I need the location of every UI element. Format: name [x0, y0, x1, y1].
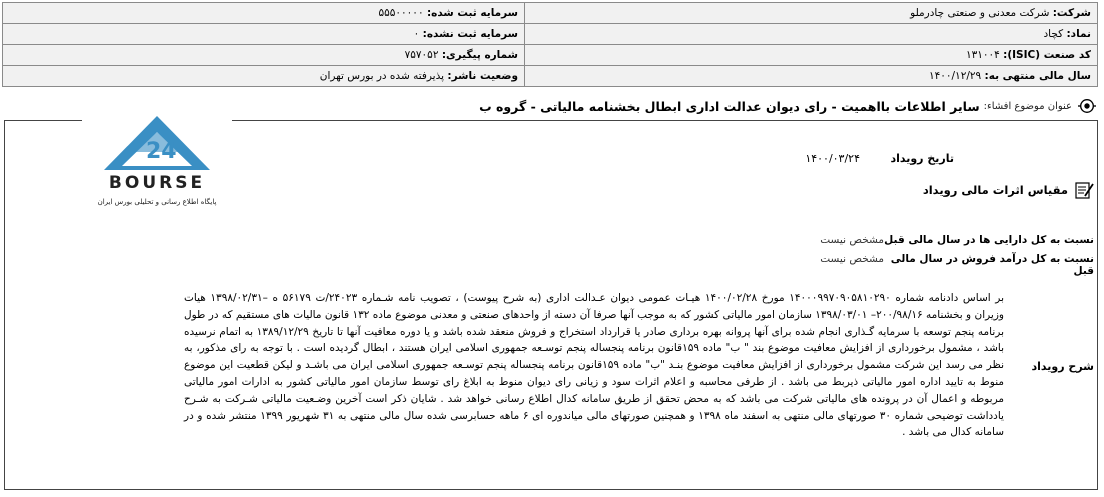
symbol-cell [525, 24, 1098, 45]
financial-impact-scale-title [923, 180, 1094, 200]
unregistered-capital-cell [3, 24, 525, 45]
header-info-table [2, 2, 1098, 87]
header-row [3, 24, 1098, 45]
assets-ratio-label: نسبت به کل دارایی ها در سال مالی قبل [884, 234, 1094, 246]
fiscal-year-value: ۱۴۰۰/۱۲/۲۹ [928, 70, 982, 82]
sales-ratio-row [820, 253, 1094, 277]
header-row [3, 66, 1098, 87]
tracking-cell [3, 45, 525, 66]
registered-capital-value: ۵۵۵۰۰۰۰۰ [378, 7, 424, 19]
svg-text:24: 24 [146, 139, 177, 164]
event-description-label: شرح رویداد [1031, 360, 1094, 373]
publisher-status-cell [3, 66, 525, 87]
tracking-value: ۷۵۷۰۵۲ [404, 49, 439, 61]
isic-label: کد صنعت (ISIC): [1003, 49, 1091, 61]
assets-ratio-row [820, 234, 1094, 246]
bourse-logo-mark [82, 112, 232, 212]
event-description-text: بر اساس دادنامه شماره ۱۴۰۰۰۹۹۷۰۹۰۵۸۱۰۲۹۰ مورخ ۱۴۰۰/۰۲/۲۸ هیـات عمومی دیوان عـدالت اداری (به شرح پیوست) ، تصویب نامه شـماره ۲۴۰۲۳/ت ۵۶۱۷۹ ه –۱۳۹۸/۰۲/۳۱ هیات وزیران و بخشنامه ۲۰۰/۹۸/۱۶– ۱۳۹۸/۰۳/۰۱ سازمان امور مالیاتی کشور که به موجب آنها صرفا آن دسته از واحدهای صنعتی و معدنی موضوع ماده ۱۳۲ قانون مالیات های مستقیم که در طول برنامه پنجم توسعه با سرمایه گـذاری انجام شده برای آنها پروانه بهره برداری صادر یا قرارداد استخراج و فروش منعقد شده باشد و یا دوره معافیت آنها تا تاریخ ۱۳۸۹/۱۲/۲۹ به اتمام نرسیده باشد ، مشمول برخورداری از افزایش معافیت موضوع بند " ب" ماده ۱۵۹قانون برنامه پنجساله پنجم توسـعه جمهوری اسلامی ایران هستند ، ابطال گردیده است . با توجه به رای مذکور، به نظر می رسد این شرکت مشمول برخورداری از افزایش معافیت موضوع بنـد "ب" ماده ۱۵۹قانون برنامه پنجساله پنجم توسـعه جمهوری اسلامی ایران می باشـد و لیکن قطعیت این موضوع منوط به تایید اداره امور مالیاتی ذیربط می باشد . از طرفی محاسبه و اعلام اثرات سود و زیانی رای دیوان منوط به ابلاغ رای توسط سازمان امور مالیاتی کشور به ادارات امور مالیاتی مربوطه و اعمال آن در پرونده های مالیاتی شرکت می باشد که به محض تحقق از طریق سامانه کدال اطلاع رسانی خواهد شد . شایان ذکر است آخرین وضـعیت مالیاتی شـرکت به شـرح یادداشت توضیحی شماره ۳۰ صورتهای مالی منتهی به اسفند ماه ۱۳۹۸ و همچنین صورتهای مالی میاندوره ای ۶ ماهه حسابرسی شده سال مالی منتهی به ۳۱ شهریور ۱۳۹۹ منتشر شده و در سامانه کدال می باشد . [184, 292, 1005, 439]
header-row [3, 3, 1098, 24]
company-cell [525, 3, 1098, 24]
publisher-status-value: پذیرفته شده در بورس تهران [319, 70, 445, 82]
document-edit-icon [1074, 180, 1094, 200]
logo-tagline: پایگاه اطلاع رسانی و تحلیلی بورس ایران [97, 198, 217, 206]
unregistered-capital-label: سرمایه ثبت نشده: [422, 28, 518, 40]
event-date-label: تاریخ رویداد [890, 152, 954, 165]
fiscal-year-cell [525, 66, 1098, 87]
company-value: شرکت معدنی و صنعتی چادرملو [910, 7, 1050, 19]
target-icon [1078, 97, 1096, 115]
isic-value: ۱۳۱۰۰۴ [965, 49, 1000, 61]
fiscal-year-label: سال مالی منتهی به: [984, 70, 1091, 82]
company-label: شرکت: [1052, 7, 1091, 19]
tracking-label: شماره پیگیری: [441, 49, 518, 61]
isic-cell [525, 45, 1098, 66]
assets-ratio-value: مشخص نیست [820, 234, 884, 246]
symbol-value: کچاد [1043, 28, 1064, 40]
scale-title-text: مقیاس اثرات مالی رویداد [922, 183, 1068, 197]
bourse-logo [82, 112, 232, 212]
disclosure-subject [479, 97, 1096, 115]
unregistered-capital-value: ۰ [413, 28, 420, 40]
symbol-label: نماد: [1066, 28, 1091, 40]
event-date-row [805, 152, 954, 165]
sales-ratio-value: مشخص نیست [820, 253, 884, 265]
sales-ratio-label: نسبت به کل درآمد فروش در سال مالی قبل [890, 253, 1094, 277]
subject-title: سایر اطلاعات بااهمیت - رای دیوان عدالت اداری ابطال بخشنامه مالیاتی - گروه ب [479, 98, 980, 114]
subject-label: عنوان موضوع افشاء: [983, 100, 1072, 112]
registered-capital-cell [3, 3, 525, 24]
registered-capital-label: سرمایه ثبت شده: [426, 7, 518, 19]
header-row [3, 45, 1098, 66]
event-date-value: ۱۴۰۰/۰۳/۲۴ [805, 152, 860, 165]
publisher-status-label: وضعیت ناشر: [447, 70, 518, 82]
logo-word: BOURSE [108, 173, 206, 193]
